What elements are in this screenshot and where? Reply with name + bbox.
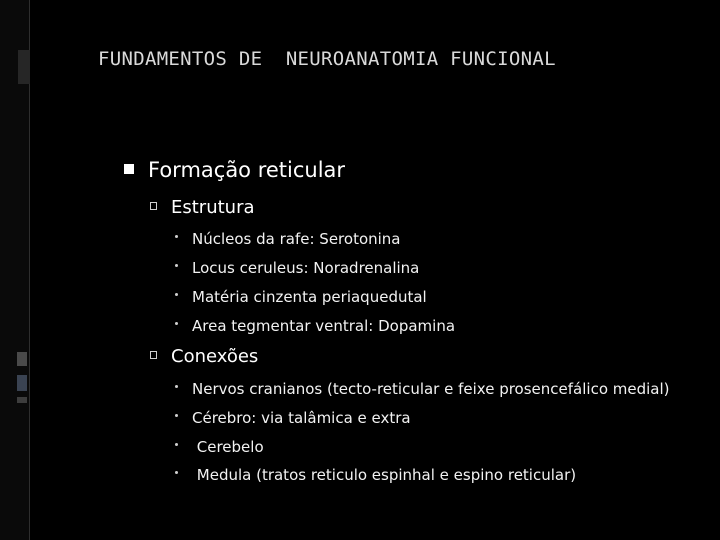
title-accent-bar	[18, 50, 30, 84]
dot-bullet-icon	[175, 293, 178, 296]
bullet-level3	[175, 230, 401, 248]
bullet-level1	[124, 158, 345, 182]
dot-bullet-icon	[175, 235, 178, 238]
bullet-text: Matéria cinzenta periaquedutal	[192, 288, 427, 306]
dot-bullet-icon	[175, 264, 178, 267]
bullet-text: Estrutura	[171, 197, 255, 218]
bullet-text: Locus ceruleus: Noradrenalina	[192, 259, 420, 277]
bullet-level3	[175, 288, 427, 306]
dot-bullet-icon	[175, 443, 178, 446]
bullet-level3	[175, 466, 576, 484]
dot-bullet-icon	[175, 385, 178, 388]
bullet-text: Area tegmentar ventral: Dopamina	[192, 317, 456, 335]
decor-block	[17, 352, 27, 366]
bullet-level3	[175, 317, 455, 335]
decor-block	[17, 375, 27, 391]
bullet-text: Medula (tratos reticulo espinhal e espino reticular)	[192, 466, 577, 484]
dot-bullet-icon	[175, 322, 178, 325]
bullet-text: Cerebelo	[192, 438, 264, 456]
bullet-level3	[175, 259, 419, 277]
bullet-text: Cérebro: via talâmica e extra	[192, 409, 411, 427]
bullet-text: Núcleos da rafe: Serotonina	[192, 230, 401, 248]
bullet-text: Formação reticular	[148, 158, 346, 182]
decor-block	[17, 397, 27, 403]
bullet-level3	[175, 380, 670, 398]
dot-bullet-icon	[175, 414, 178, 417]
slide-title: FUNDAMENTOS DE NEUROANATOMIA FUNCIONAL	[98, 48, 556, 70]
bullet-text: Nervos cranianos (tecto-reticular e feixe prosencefálico medial)	[192, 380, 670, 398]
hollow-square-bullet-icon	[150, 202, 157, 210]
bullet-level3	[175, 438, 264, 456]
hollow-square-bullet-icon	[150, 351, 157, 359]
dot-bullet-icon	[175, 471, 178, 474]
bullet-level2	[150, 197, 255, 218]
square-bullet-icon	[124, 164, 134, 174]
bullet-level3	[175, 409, 411, 427]
bullet-level2	[150, 346, 258, 367]
bullet-text: Conexões	[171, 346, 259, 367]
